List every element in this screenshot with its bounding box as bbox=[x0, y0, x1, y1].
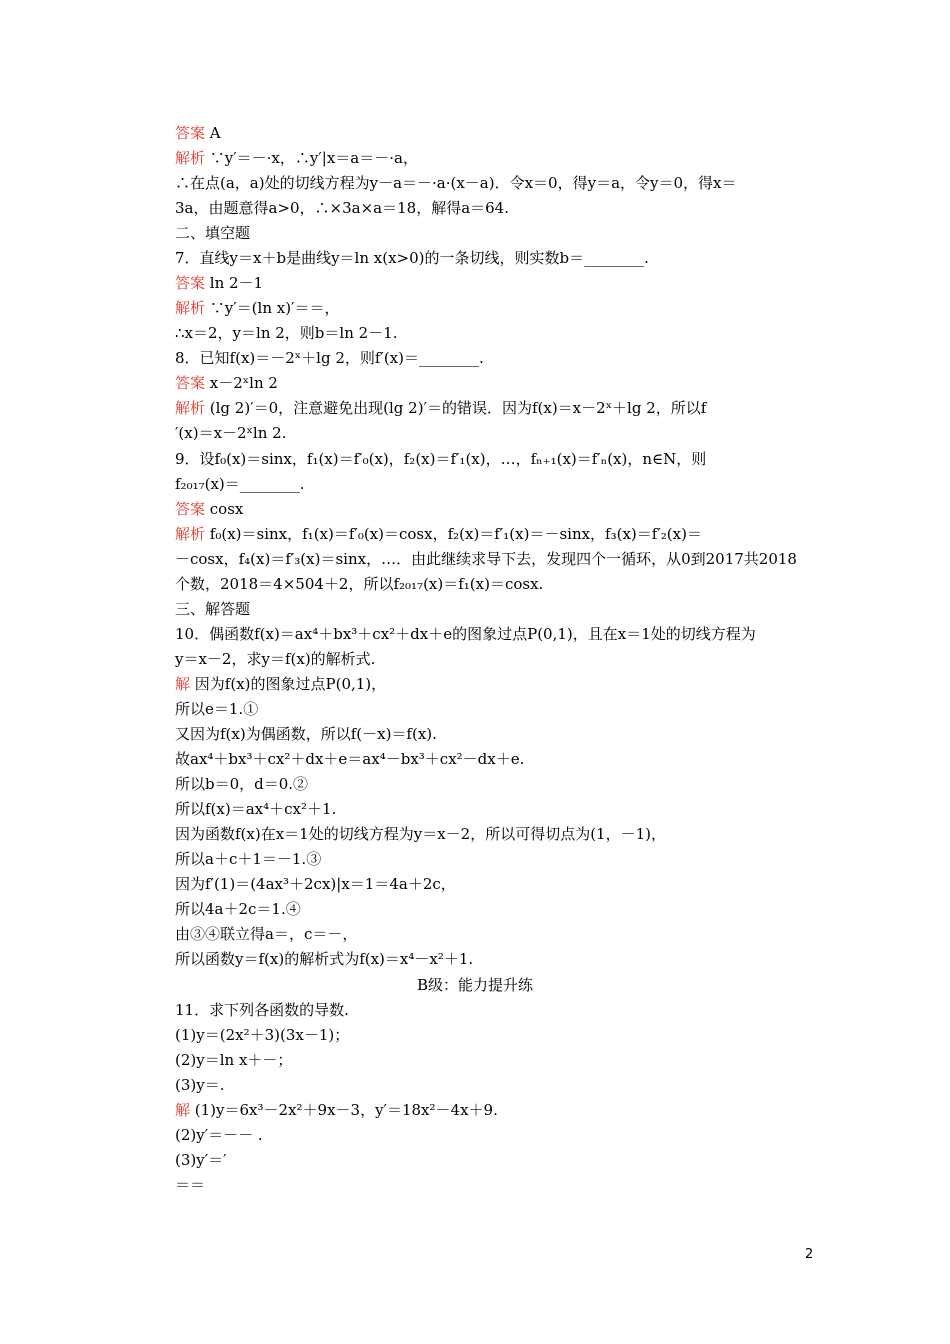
text-line bbox=[175, 649, 375, 669]
text-line bbox=[175, 449, 706, 469]
line-text: 所以a＋c＋1＝－1.③ bbox=[175, 850, 322, 868]
text-line bbox=[175, 373, 278, 393]
page-number: 2 bbox=[805, 1247, 814, 1262]
line-label: 解析 bbox=[175, 525, 206, 543]
line-label: 解析 bbox=[175, 299, 206, 317]
line-text: y＝x－2，求y＝f(x)的解析式. bbox=[175, 650, 376, 668]
line-text: 因为函数f(x)在x＝1处的切线方程为y＝x－2，所以可得切点为(1，－1)， bbox=[175, 825, 666, 843]
line-text: －cosx，f₄(x)＝f′₃(x)＝sinx，…．由此继续求导下去，发现四个一循环，从0到2017共2018 bbox=[175, 550, 797, 568]
line-text: ∴x＝2，y＝ln 2，则b＝ln 2－1. bbox=[175, 324, 398, 342]
line-label: 解析 bbox=[175, 399, 206, 417]
text-line bbox=[175, 1025, 349, 1045]
text-line bbox=[175, 423, 286, 443]
text-line bbox=[175, 624, 756, 644]
text-line bbox=[175, 1100, 498, 1120]
line-text: 所以e＝1.① bbox=[175, 700, 259, 718]
line-text: 故ax⁴＋bx³＋cx²＋dx＋e＝ax⁴－bx³＋cx²－dx＋e. bbox=[175, 750, 525, 768]
text-line bbox=[175, 1175, 205, 1195]
line-text: (3)y＝. bbox=[175, 1076, 225, 1094]
line-text: 所以f(x)＝ax⁴＋cx²＋1. bbox=[175, 800, 337, 818]
line-text: f₀(x)＝sinx，f₁(x)＝f′₀(x)＝cosx，f₂(x)＝f′₁(x)＝－sinx，f₃(x)＝f′₂(x)＝ bbox=[205, 525, 702, 543]
line-text: cosx bbox=[205, 500, 244, 518]
text-line bbox=[175, 398, 706, 418]
line-text: 因为f(x)的图象过点P(0,1)， bbox=[190, 675, 387, 693]
line-label: 解析 bbox=[175, 149, 206, 167]
line-text: ∵y′＝－·x，∴y′|x＝a＝－·a， bbox=[205, 149, 418, 167]
line-text: 三、解答题 bbox=[175, 600, 251, 618]
line-text: ＝＝ bbox=[175, 1176, 206, 1194]
text-line bbox=[175, 348, 484, 368]
text-line bbox=[175, 1125, 263, 1145]
text-line bbox=[175, 774, 308, 794]
text-line bbox=[175, 574, 543, 594]
line-label: 答案 bbox=[175, 124, 206, 142]
line-text: (1)y＝6x³－2x²＋9x－3，y′＝18x²－4x＋9. bbox=[190, 1101, 498, 1119]
text-line bbox=[175, 549, 797, 569]
line-text: 7．直线y＝x＋b是曲线y＝ln x(x>0)的一条切线，则实数b＝________. bbox=[175, 249, 649, 267]
text-line bbox=[175, 1075, 225, 1095]
text-line bbox=[175, 924, 357, 944]
text-line bbox=[175, 899, 301, 919]
line-text: 又因为f(x)为偶函数，所以f(－x)＝f(x). bbox=[175, 725, 437, 743]
text-line bbox=[175, 499, 243, 519]
line-text: 10．偶函数f(x)＝ax⁴＋bx³＋cx²＋dx＋e的图象过点P(0,1)，且在x＝1处的切线方程为 bbox=[175, 625, 756, 643]
line-label: 答案 bbox=[175, 374, 206, 392]
line-text: 所以b＝0，d＝0.② bbox=[175, 775, 309, 793]
line-text: B级：能力提升练 bbox=[416, 976, 534, 994]
line-text: ln 2－1 bbox=[205, 274, 264, 292]
text-line bbox=[175, 874, 456, 894]
text-line bbox=[175, 949, 473, 969]
text-line bbox=[175, 599, 250, 619]
line-label: 解 bbox=[175, 1101, 191, 1119]
line-text: 11．求下列各函数的导数. bbox=[175, 1001, 349, 1019]
line-text: 由③④联立得a＝，c＝－， bbox=[175, 925, 358, 943]
line-label: 答案 bbox=[175, 274, 206, 292]
text-line bbox=[175, 248, 649, 268]
text-line bbox=[175, 699, 258, 719]
line-text: (1)y＝(2x²＋3)(3x－1)； bbox=[175, 1026, 350, 1044]
line-text: ∴在点(a，a)处的切线方程为y－a＝－·a·(x－a)．令x＝0，得y＝a，令y＝0，得x＝ bbox=[175, 174, 737, 192]
text-line bbox=[175, 298, 339, 318]
text-line bbox=[175, 799, 336, 819]
line-text: 因为f′(1)＝(4ax³＋2cx)|x＝1＝4a＋2c， bbox=[175, 875, 456, 893]
line-text: A bbox=[205, 124, 221, 142]
line-text: 二、填空题 bbox=[175, 224, 251, 242]
text-line bbox=[175, 749, 524, 769]
line-text: 所以函数y＝f(x)的解析式为f(x)＝x⁴－x²＋1. bbox=[175, 950, 474, 968]
text-line bbox=[175, 198, 509, 218]
text-line bbox=[175, 323, 397, 343]
line-text: (lg 2)′＝0，注意避免出现(lg 2)′＝的错误．因为f(x)＝x－2ˣ＋lg 2，所以f bbox=[205, 399, 707, 417]
text-line bbox=[175, 173, 737, 193]
line-text: 9．设f₀(x)＝sinx，f₁(x)＝f′₀(x)，f₂(x)＝f′₁(x)，…，fₙ₊₁(x)＝f′ₙ(x)，n∈N，则 bbox=[175, 450, 707, 468]
line-text: 所以4a＋2c＝1.④ bbox=[175, 900, 301, 918]
text-line bbox=[0, 975, 950, 995]
line-text: (3)y′＝′ bbox=[175, 1151, 227, 1169]
text-line bbox=[175, 123, 221, 143]
text-line bbox=[175, 724, 437, 744]
text-line bbox=[175, 148, 418, 168]
text-line bbox=[175, 674, 386, 694]
text-line bbox=[175, 524, 702, 544]
text-line bbox=[175, 1050, 292, 1070]
text-line bbox=[175, 824, 666, 844]
text-line bbox=[175, 1000, 349, 1020]
line-label: 解 bbox=[175, 675, 191, 693]
line-text: 8．已知f(x)＝－2ˣ＋lg 2，则f′(x)＝________. bbox=[175, 349, 484, 367]
line-text: 3a，由题意得a>0，∴×3a×a＝18，解得a＝64. bbox=[175, 199, 509, 217]
text-line bbox=[175, 273, 263, 293]
text-line bbox=[175, 474, 305, 494]
line-text: 个数，2018＝4×504＋2，所以f₂₀₁₇(x)＝f₁(x)＝cosx. bbox=[175, 575, 544, 593]
line-label: 答案 bbox=[175, 500, 206, 518]
line-text: x－2ˣln 2 bbox=[205, 374, 278, 392]
text-line bbox=[175, 849, 321, 869]
line-text: f₂₀₁₇(x)＝________. bbox=[175, 475, 305, 493]
text-line bbox=[175, 1150, 227, 1170]
line-text: (2)y＝ln x＋－； bbox=[175, 1051, 293, 1069]
line-text: ′(x)＝x－2ˣln 2. bbox=[175, 424, 287, 442]
line-text: ∵y′＝(ln x)′＝＝， bbox=[205, 299, 340, 317]
line-text: (2)y′＝－－ . bbox=[175, 1126, 263, 1144]
text-line bbox=[175, 223, 250, 243]
